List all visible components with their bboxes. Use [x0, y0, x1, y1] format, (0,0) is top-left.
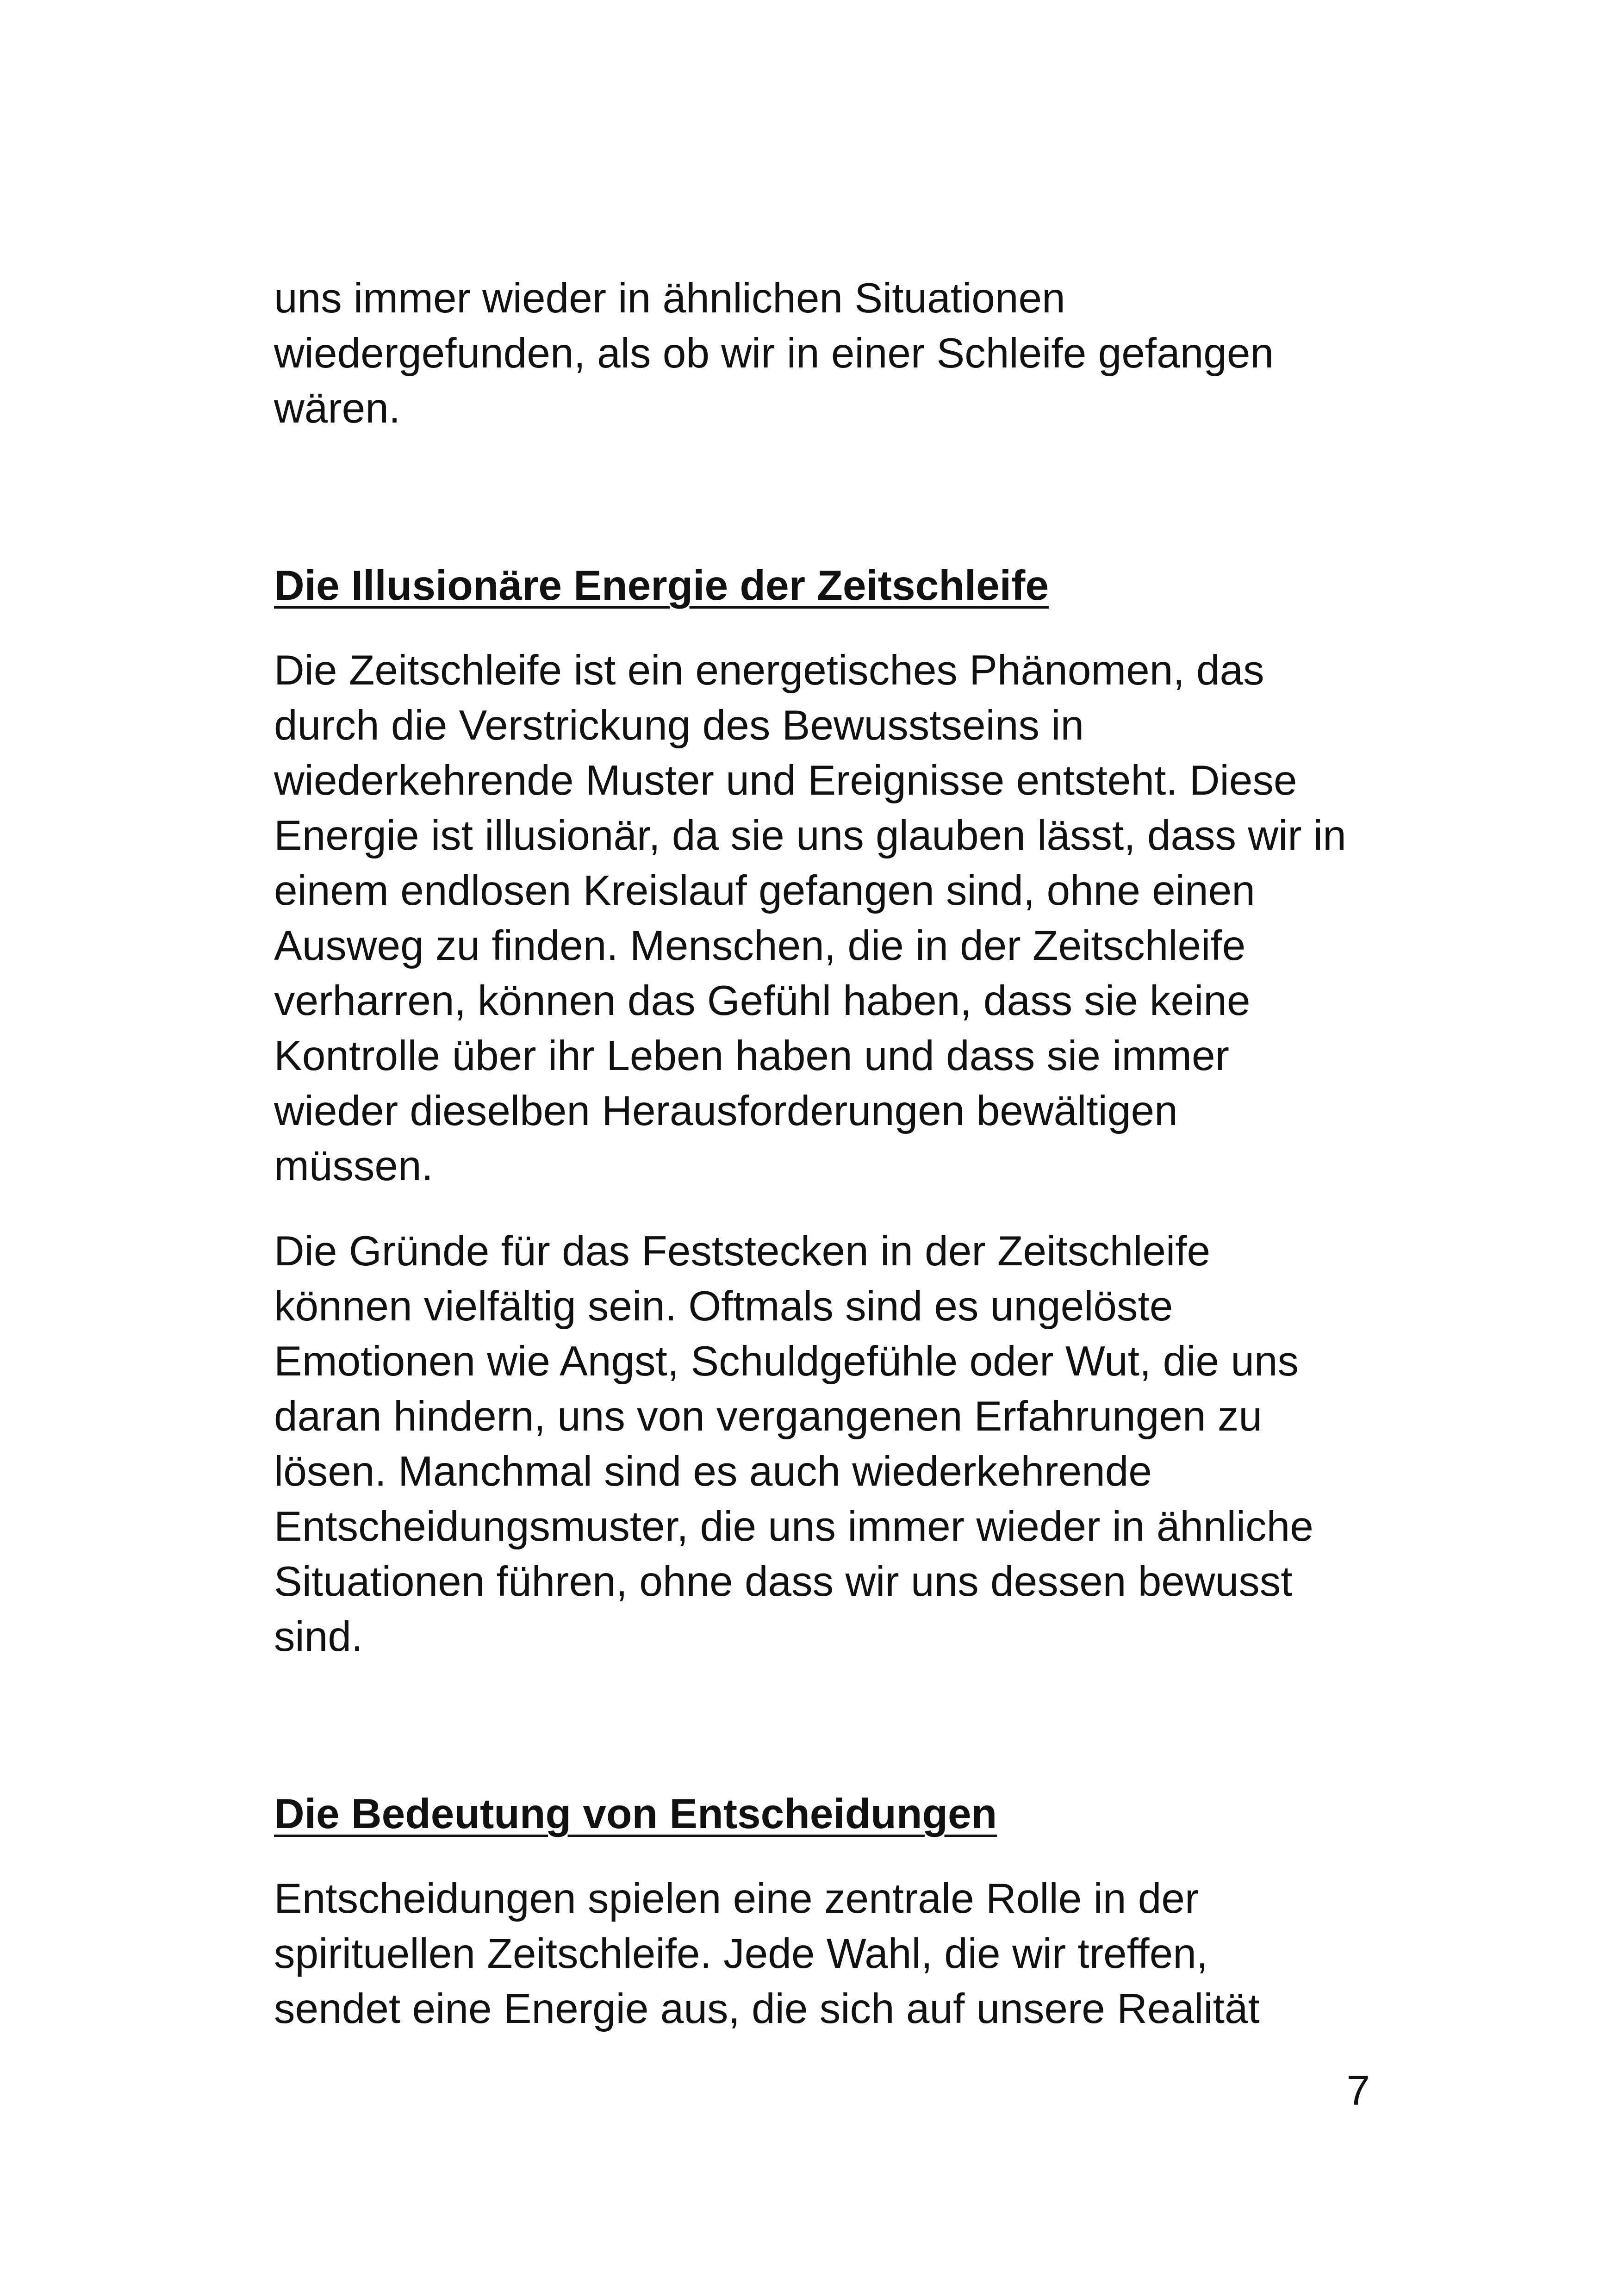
page-body — [274, 271, 1366, 2036]
section-heading-illusionaere-energie: Die Illusionäre Energie der Zeitschleife — [274, 562, 1049, 609]
paragraph-gruende-feststecken: Die Gründe für das Feststecken in der Zeitschleife können vielfältig sein. Oftmals sind es ungelöste Emotionen wie Angst, Schuldgefühle oder Wut, die uns daran hindern, uns von vergangenen Erfahrungen zu lösen. Manchmal sind es auch wiederkehrende Entscheidungsmuster, die uns immer wieder in ähnliche Situationen führen, ohne dass wir uns dessen bewusst sind. — [274, 1228, 1313, 1660]
paragraph-continuation: uns immer wieder in ähnlichen Situationen wiedergefunden, als ob wir in einer Schleife gefangen wären. — [274, 275, 1274, 432]
paragraph-zeitschleife-phaenomen: Die Zeitschleife ist ein energetisches Phänomen, das durch die Verstrickung des Bewusstseins in wiederkehrende Muster und Ereignisse entsteht. Diese Energie ist illusionär, da sie uns glauben lässt, dass wir in einem endlosen Kreislauf gefangen sind, ohne einen Ausweg zu finden. Menschen, die in der Zeitschleife verharren, können das Gefühl haben, dass sie keine Kontrolle über ihr Leben haben und dass sie immer wieder dieselben Herausforderungen bewältigen müssen. — [274, 647, 1346, 1189]
paragraph-entscheidungen: Entscheidungen spielen eine zentrale Rolle in der spirituellen Zeitschleife. Jede Wahl, die wir treffen, sendet eine Energie aus, die sich auf unsere Realität — [274, 1875, 1260, 2032]
section-heading-bedeutung-entscheidungen: Die Bedeutung von Entscheidungen — [274, 1791, 997, 1837]
page-number: 7 — [1346, 2067, 1370, 2114]
